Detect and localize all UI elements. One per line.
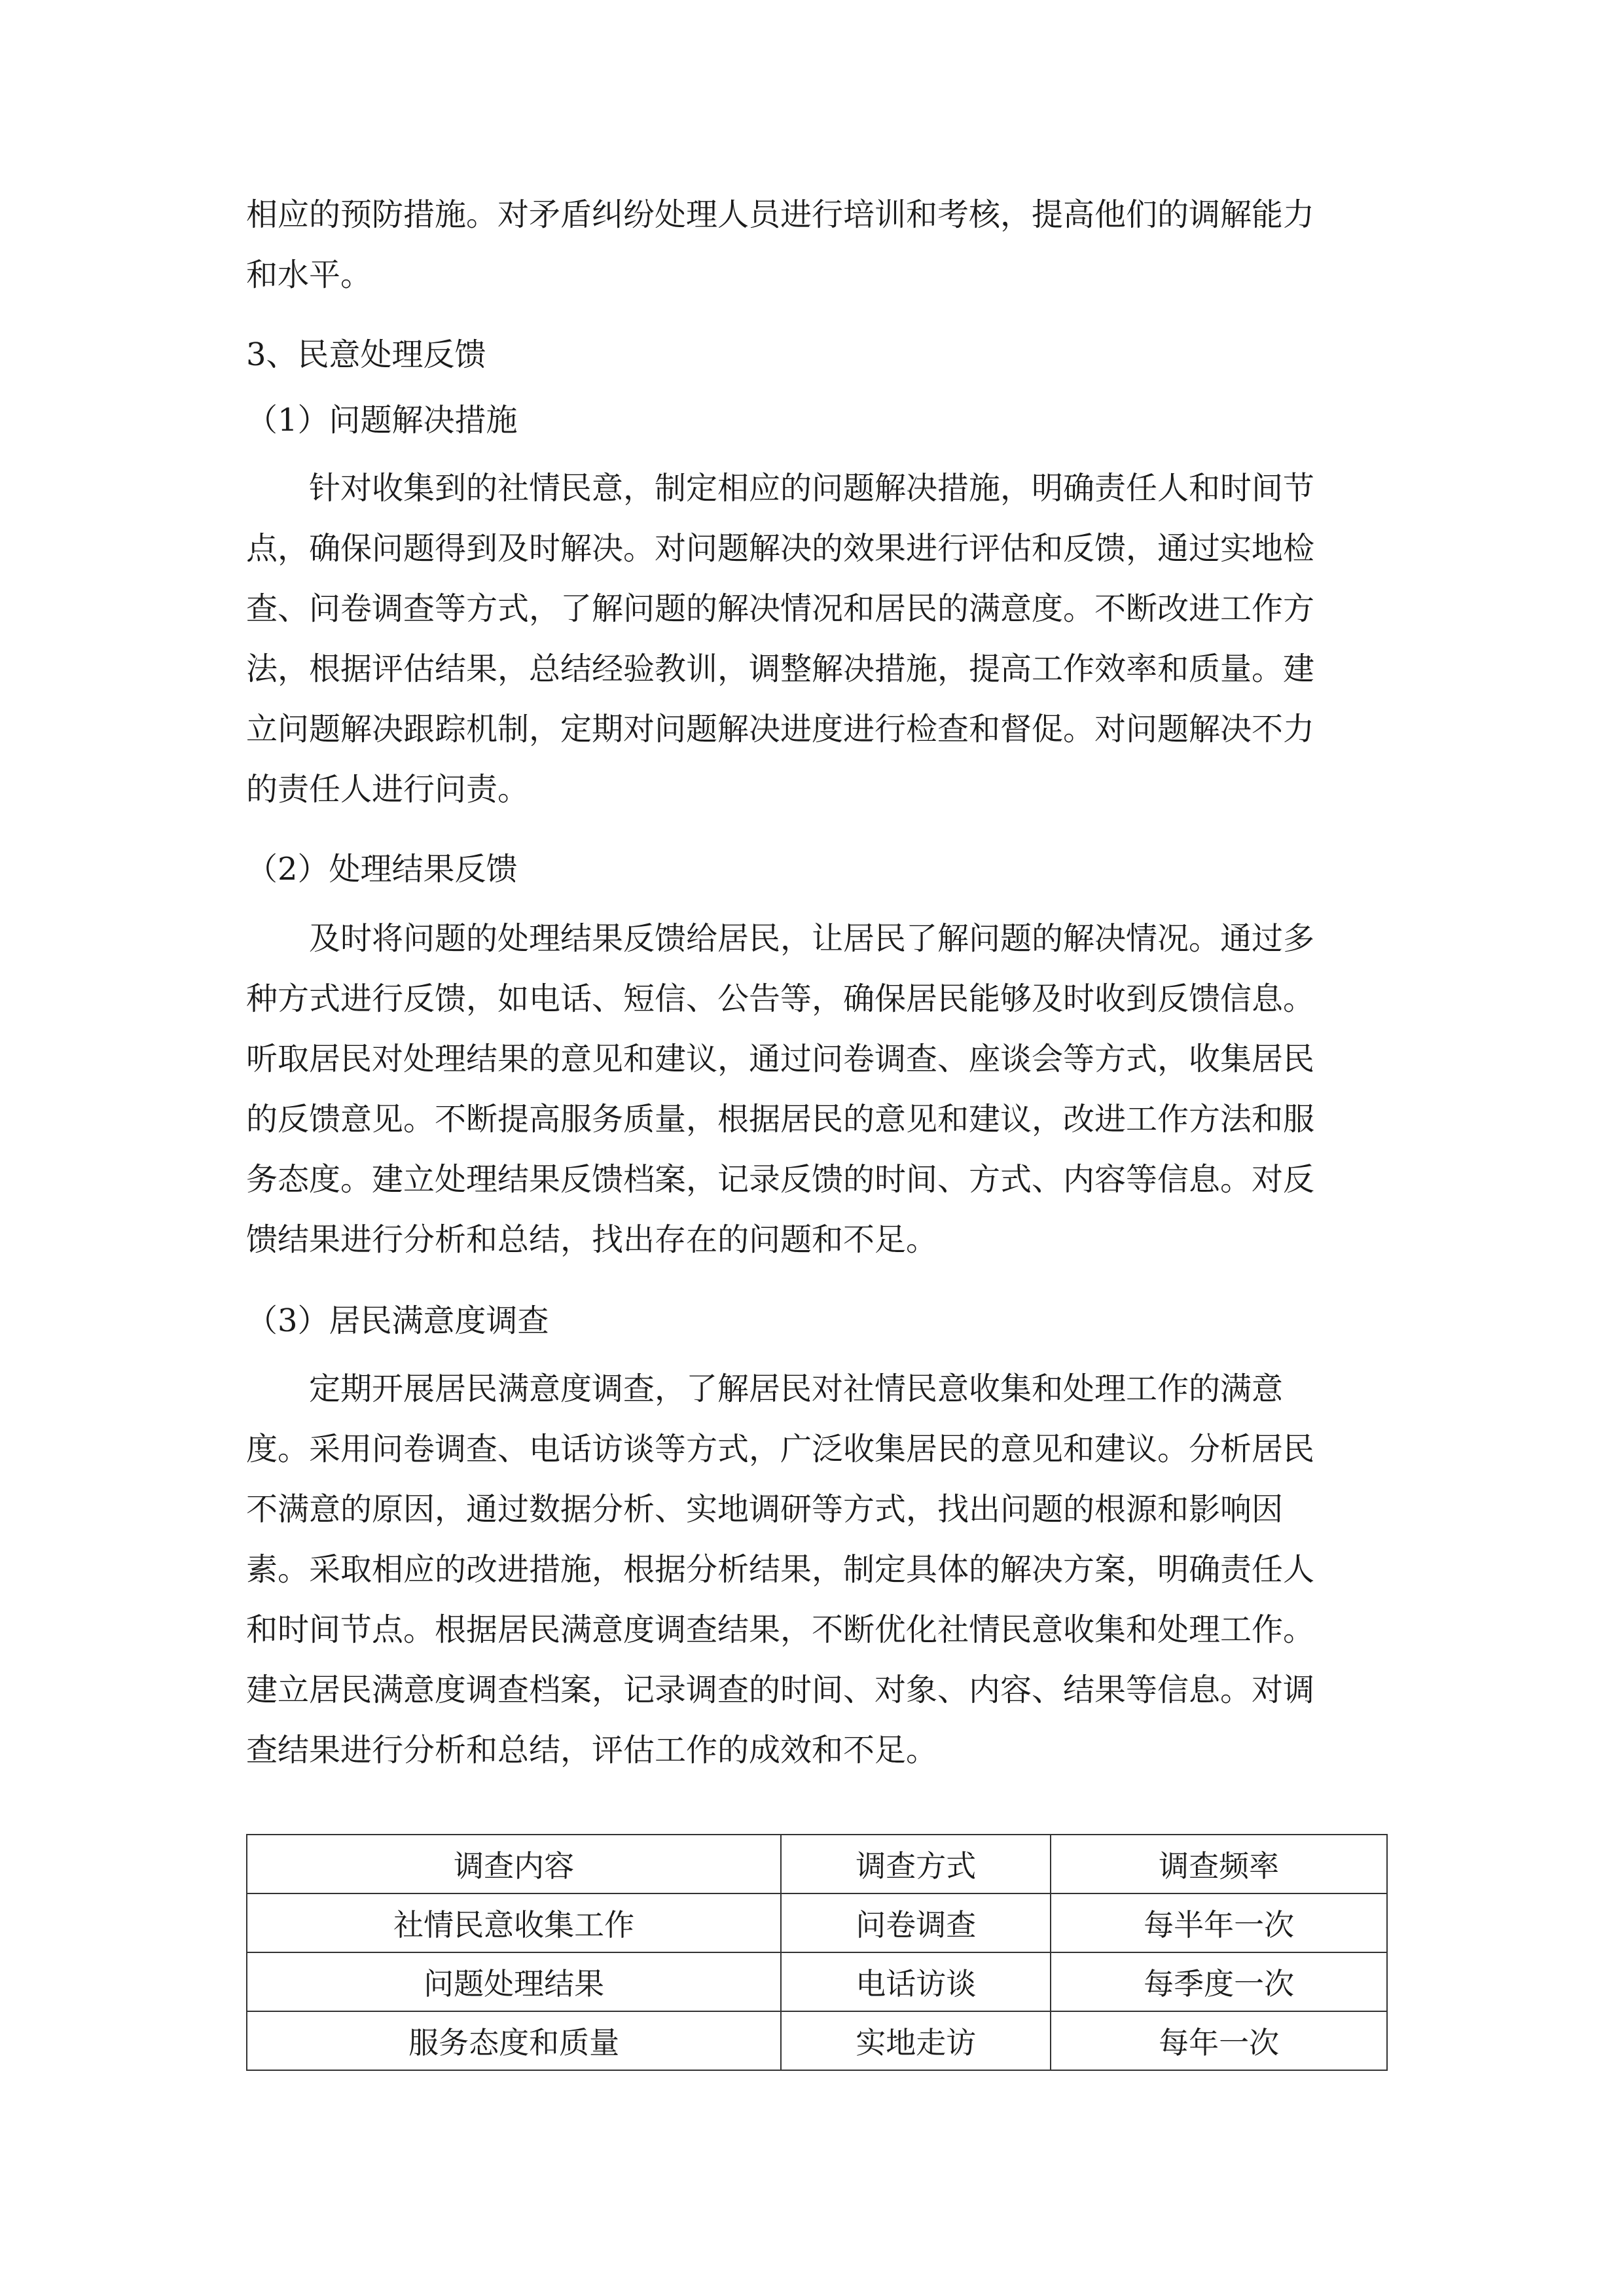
table-cell: 问题处理结果 — [247, 1952, 781, 2011]
subsection-heading: （2）处理结果反馈 — [246, 851, 518, 888]
subsection-heading: （3）居民满意度调查 — [246, 1302, 549, 1339]
table-header-cell: 调查内容 — [247, 1835, 781, 1893]
table-row — [247, 1893, 1387, 1952]
section-heading: 3、民意处理反馈 — [246, 336, 486, 373]
survey-table — [246, 1834, 1388, 2071]
paragraph-line: 种方式进行反馈，如电话、短信、公告等，确保居民能够及时收到反馈信息。 — [246, 980, 1315, 1017]
paragraph-line: 的责任人进行问责。 — [246, 771, 530, 808]
paragraph-line: 和时间节点。根据居民满意度调查结果，不断优化社情民意收集和处理工作。 — [246, 1611, 1315, 1648]
table-header-cell: 调查频率 — [1051, 1835, 1387, 1893]
table-cell: 社情民意收集工作 — [247, 1893, 781, 1952]
paragraph-line: 点，确保问题得到及时解决。对问题解决的效果进行评估和反馈，通过实地检 — [246, 530, 1315, 567]
table-cell: 电话访谈 — [781, 1952, 1051, 2011]
paragraph-line: 立问题解决跟踪机制，定期对问题解决进度进行检查和督促。对问题解决不力 — [246, 711, 1315, 747]
paragraph-line: 定期开展居民满意度调查，了解居民对社情民意收集和处理工作的满意 — [309, 1371, 1284, 1407]
paragraph-line: 和水平。 — [246, 257, 372, 293]
subsection-heading: （1）问题解决措施 — [246, 402, 518, 439]
paragraph-line: 度。采用问卷调查、电话访谈等方式，广泛收集居民的意见和建议。分析居民 — [246, 1431, 1315, 1467]
table-header-cell: 调查方式 — [781, 1835, 1051, 1893]
table-header-row — [247, 1835, 1387, 1893]
paragraph-line: 馈结果进行分析和总结，找出存在的问题和不足。 — [246, 1221, 938, 1258]
table-cell: 每季度一次 — [1051, 1952, 1387, 2011]
paragraph-line: 不满意的原因，通过数据分析、实地调研等方式，找出问题的根源和影响因 — [246, 1491, 1284, 1528]
table-cell: 实地走访 — [781, 2011, 1051, 2070]
table-cell: 每年一次 — [1051, 2011, 1387, 2070]
paragraph-line: 建立居民满意度调查档案，记录调查的时间、对象、内容、结果等信息。对调 — [246, 1672, 1315, 1708]
paragraph-line: 务态度。建立处理结果反馈档案，记录反馈的时间、方式、内容等信息。对反 — [246, 1161, 1315, 1198]
paragraph-line: 查结果进行分析和总结，评估工作的成效和不足。 — [246, 1732, 938, 1768]
paragraph-line: 相应的预防措施。对矛盾纠纷处理人员进行培训和考核，提高他们的调解能力 — [246, 196, 1315, 233]
paragraph-line: 及时将问题的处理结果反馈给居民，让居民了解问题的解决情况。通过多 — [309, 920, 1315, 957]
table-cell: 问卷调查 — [781, 1893, 1051, 1952]
paragraph-line: 查、问卷调查等方式，了解问题的解决情况和居民的满意度。不断改进工作方 — [246, 590, 1315, 627]
paragraph-line: 的反馈意见。不断提高服务质量，根据居民的意见和建议，改进工作方法和服 — [246, 1101, 1315, 1138]
paragraph-line: 素。采取相应的改进措施，根据分析结果，制定具体的解决方案，明确责任人 — [246, 1551, 1315, 1588]
paragraph-line: 法，根据评估结果，总结经验教训，调整解决措施，提高工作效率和质量。建 — [246, 651, 1315, 687]
table-cell: 每半年一次 — [1051, 1893, 1387, 1952]
paragraph-line: 听取居民对处理结果的意见和建议，通过问卷调查、座谈会等方式，收集居民 — [246, 1041, 1315, 1077]
table-row — [247, 1952, 1387, 2011]
table-row — [247, 2011, 1387, 2070]
paragraph-line: 针对收集到的社情民意，制定相应的问题解决措施，明确责任人和时间节 — [309, 470, 1315, 507]
table-cell: 服务态度和质量 — [247, 2011, 781, 2070]
